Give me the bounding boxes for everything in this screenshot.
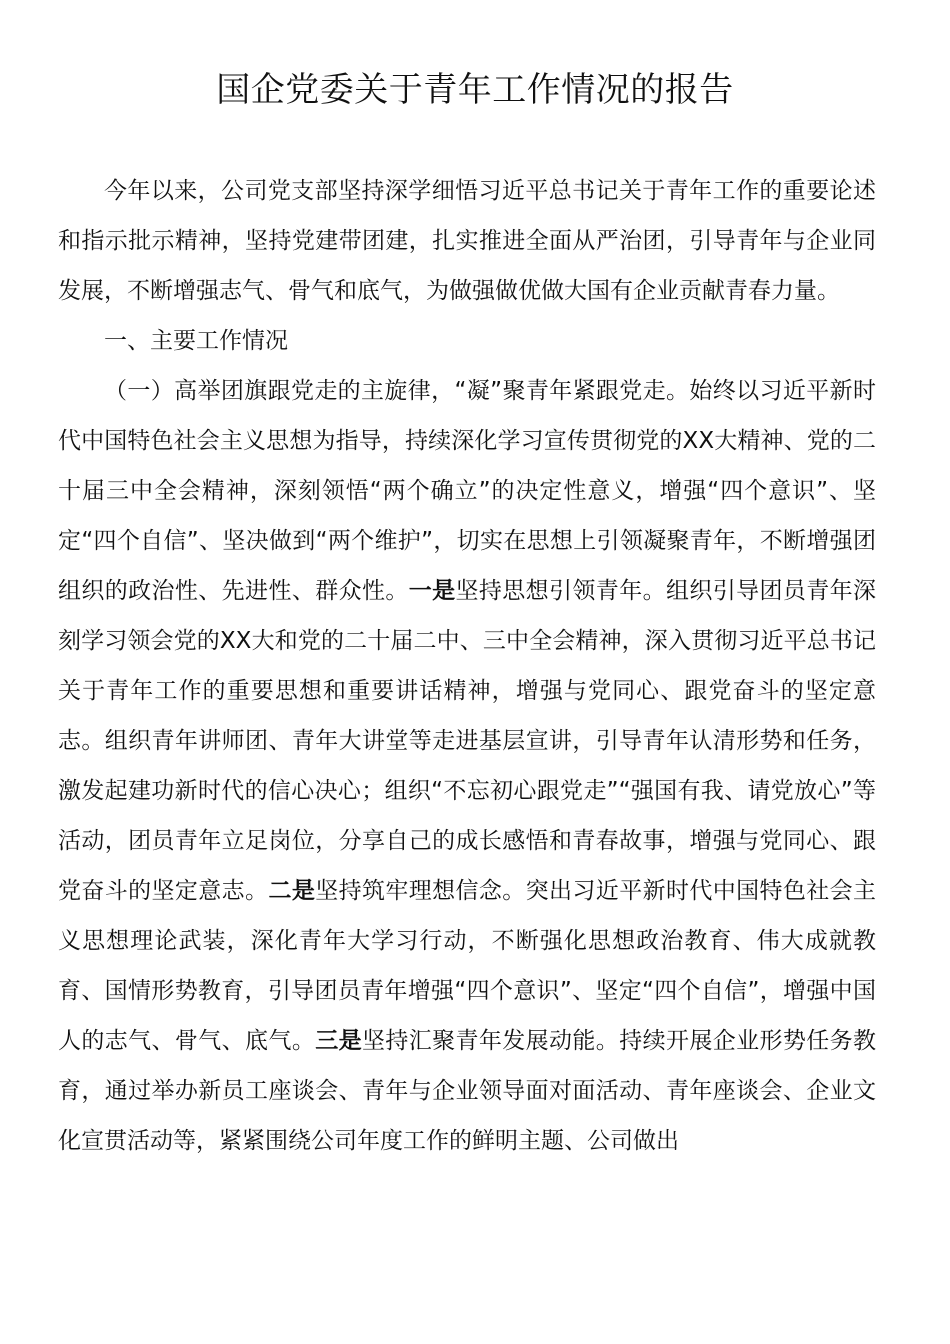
point1-label: 一是 (408, 578, 456, 604)
subsection-lead: （一）高举团旗跟党走的主旋律，“凝”聚青年紧跟党走。始终以习近平新时代中国特色社会主义思想为指导，持续深化学习宣传贯彻党的XX大精神、党的二十届三中全会精神，深刻领悟“两个确立”的决定性意义，增强“四个意识”、坚定“四个自信”、坚决做到“两个维护”，切实在思想上引领凝聚青年，不断增强团组织的政治性、先进性、群众性。 (58, 378, 876, 604)
point3-label: 三是 (315, 1028, 362, 1054)
point1-text: 坚持思想引领青年。组织引导团员青年深刻学习领会党的XX大和党的二十届二中、三中全会精神，深入贯彻习近平总书记关于青年工作的重要思想和重要讲话精神，增强与党同心、跟党奋斗的坚定意志。组织青年讲师团、青年大讲堂等走进基层宣讲，引导青年认清形势和任务，激发起建功新时代的信心决心；组织“不忘初心跟党走”“强国有我、请党放心”等活动，团员青年立足岗位，分享自己的成长感悟和青春故事，增强与党同心、跟党奋斗的坚定意志。 (58, 578, 877, 904)
point3-text: 坚持汇聚青年发展动能。持续开展企业形势任务教育，通过举办新员工座谈会、青年与企业领导面对面活动、青年座谈会、企业文化宣贯活动等，紧紧围绕公司年度工作的鲜明主题、公司做出 (58, 1028, 877, 1154)
point2-label: 二是 (268, 878, 316, 904)
intro-paragraph: 今年以来，公司党支部坚持深学细悟习近平总书记关于青年工作的重要论述和指示批示精神，坚持党建带团建，扎实推进全面从严治团，引导青年与企业同发展，不断增强志气、骨气和底气，为做强做优做大国有企业贡献青春力量。 (58, 178, 876, 304)
section-heading: 一、主要工作情况 (104, 328, 288, 354)
subsection-paragraph (58, 366, 876, 1166)
document-body (58, 166, 876, 1166)
point2-text: 坚持筑牢理想信念。突出习近平新时代中国特色社会主义思想理论武装，深化青年大学习行动，不断强化思想政治教育、伟大成就教育、国情形势教育，引导团员青年增强“四个意识”、坚定“四个自信”，增强中国人的志气、骨气、底气。 (58, 878, 877, 1054)
document-title: 国企党委关于青年工作情况的报告 (216, 70, 734, 110)
